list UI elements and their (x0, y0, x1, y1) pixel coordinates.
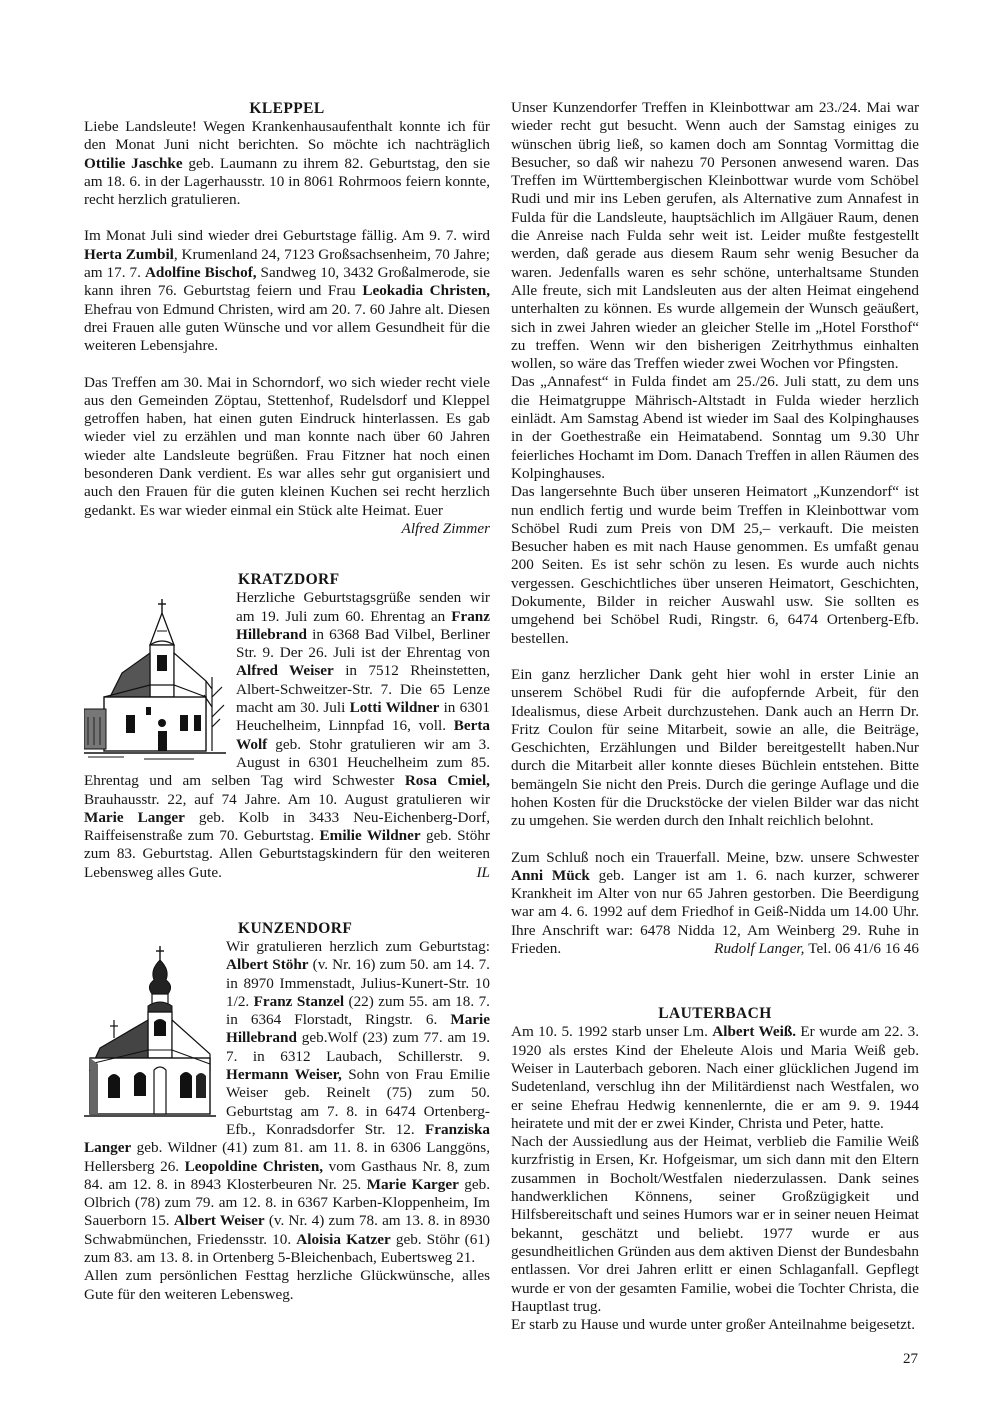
obituary-paragraph (511, 849, 919, 959)
bold-name: Herta Zumbil (84, 245, 174, 263)
text-run: Das „Annafest“ in Fulda findet am 25./26. Juli statt, zu dem uns die Heimatgruppe Mährisch-Altstadt in Fulda wieder herzlich einlädt. Am Samstag Abend ist wieder im Saal des Kolpinghauses in der Goethestraße ein Heimatabend. Sonntag um 9.30 Uhr feierliches Hochamt im Dom. Danach Treffen in allen Räumen des Kolpinghauses. (511, 373, 919, 482)
lauterbach-paragraph-3 (511, 1316, 919, 1334)
bold-name: Alfred Weiser (236, 662, 334, 680)
kleppel-paragraph-2 (84, 227, 490, 355)
text-run: , Krumenland 24, 7123 Großsachsenheim, 70 Jahre; am 17. 7. (84, 245, 490, 282)
text-run: Das Treffen am 30. Mai in Schorndorf, wo sich wieder recht viele aus den Gemeinden Zöptau, Stettenhof, Rudelsdorf und Kleppel getroffen haben, hat einen guten Eindruck hinterlassen. Es gab wieder viel zu erzählen und man konnte nach über 60 Jahren wieder alte Landsleute begrüßen. Frau Fitzner hat noch einen besonderen Dank verdient. Es war alles sehr gut organisiert und auch den Frauen für die guten kleinen Kuchen sei recht herzlich gedankt. Es war wieder einmal ein Stück alte Heimat. Euer (84, 373, 490, 519)
lauterbach-paragraph-2 (511, 1133, 919, 1316)
text-run: (22) zum 55. am 18. 7. in 6364 Florstadt, Ringstr. 6. (226, 992, 490, 1029)
kunzendorf-paragraph-2 (84, 1267, 490, 1304)
text-run: Brauhausstr. 22, auf 74 Jahre. Am 10. August gratulieren wir (84, 790, 490, 808)
text-run: in 6301 Heuchelheim, Linnpfad 16, voll. (236, 699, 490, 735)
text-run: geb. Langer ist am 1. 6. nach kurzer, schwerer Krankheit im Alter von nur 65 Jahren gestorben. Die Beerdigung war am 4. 6. 1992 auf dem Friedhof in Geiß-Nidda um 14.00 Uhr. Ihre Anschrift war: 6478 Nidda 12, Am Weinberg 29. Ruhe in Frieden. (511, 866, 919, 958)
text-run: in 6368 Bad Vilbel, Berliner Str. 9. Der 26. Juli ist der Ehrentag von (236, 625, 490, 662)
text-run: Sandweg 10, 3432 Großalmerode, sie kann ihren 76. Geburtstag feiern und Frau (84, 264, 490, 300)
kratzdorf-heading: KRATZDORF (238, 571, 340, 589)
kleppel-paragraph-1 (84, 118, 490, 209)
bold-name: Franz Stanzel (253, 992, 345, 1010)
text-run: geb. Kolb in 3433 Neu-Eichenberg-Dorf, Raiffeisenstraße zum 70. Geburtstag. (84, 808, 490, 845)
kleinbottwar-paragraph (511, 99, 919, 373)
bold-name: Adolfine Bischof, (144, 264, 257, 282)
text-run: geb.Wolf (23) zum 77. am 19. 7. in 6312 Laubach, Schillerstr. 9. (226, 1029, 490, 1065)
kratzdorf-church-illustration (84, 597, 226, 765)
text-run: geb. Olbrich (78) zum 79. am 12. 8. in 6367 Karben-Kloppenheim, Im Sauerborn 15. (84, 1175, 490, 1230)
bold-name: Hermann Weiser, (226, 1066, 342, 1084)
annafest-paragraph (511, 373, 919, 483)
text-run: Sohn von Frau Emilie Weiser geb. Reinelt (75) zum 50. Geburtstag am 7. 8. in 6474 Ortenberg-Efb., Konradsdorfer Str. 12. (226, 1066, 491, 1138)
page-number: 27 (903, 1351, 918, 1367)
bold-name: Anni Mück (511, 866, 590, 884)
bold-name: Franziska Langer (84, 1120, 490, 1157)
lauterbach-section (511, 1004, 919, 1334)
left-column (84, 99, 490, 1304)
text-run: Im Monat Juli sind wieder drei Geburtstage fällig. Am 9. 7. wird (84, 227, 490, 245)
text-run: (v. Nr. 16) zum 50. am 14. 7. in 8970 Immenstadt, Julius-Kunert-Str. 10 1/2. (226, 956, 490, 1010)
text-run: geb. Stöhr (61) zum 83. am 13. 8. in Ortenberg 5-Bleichenbach, Eubertsweg 21. (84, 1230, 490, 1267)
bold-name: Marie Hillebrand (226, 1011, 490, 1047)
text-run: Wir gratulieren herzlich zum Geburtstag: (226, 937, 490, 955)
bold-name: Franz Hillebrand (236, 607, 490, 643)
kleppel-heading: KLEPPEL (249, 100, 325, 117)
kleppel-signature: Alfred Zimmer (401, 519, 490, 537)
text-run: geb. Stohr gratulieren wir am 3. August in 6301 Heuchelheim zum 85. Ehrentag und am selben Tag wird Schwester (84, 735, 490, 790)
bold-name: Berta Wolf (236, 717, 490, 753)
bold-name: Marie Langer (84, 808, 185, 826)
signature-phone: Tel. 06 41/6 16 46 (808, 940, 919, 958)
lauterbach-paragraph-1 (511, 1023, 919, 1133)
text-run: in 7512 Rheinstetten, Albert-Schweitzer-Str. 7. Die 65 Lenze macht am 30. Juli (236, 662, 490, 717)
baroque-church-drawing-icon (84, 946, 216, 1124)
kratzdorf-signature: IL (476, 863, 490, 881)
text-run: Ehefrau von Edmund Christen, wird am 20. 7. 60 Jahre alt. Diesen drei Frauen alle guten Wünsche und vor allem Gesundheit für die weiteren Lebensjahre. (84, 300, 490, 355)
bold-name: Leokadia Christen, (362, 282, 491, 300)
text-run: (v. Nr. 4) zum 78. am 13. 8. in 8930 Schwabmünchen, Friedensstr. 10. (84, 1212, 490, 1248)
text-run: Ein ganz herzlicher Dank geht hier wohl in erster Linie an unserem Schöbel Rudi für die aufopfernde Arbeit, für den Idealismus, diese Arbeit durchzustehen. Dank auch an Herrn Dr. Fritz Coulon für seine Mitarbeit, sowie an alle, die Beiträge, Geschichten, Erzählungen und Bilder bereitgestellt haben.Nur durch die Mitarbeit aller konnte dieses Büchlein entstehen. Bitte bemängeln Sie nicht den Preis. Durch die geringe Auflage und die hohen Kosten für die Druckstöcke der vielen Bilder war das nicht zu umgehen. Sie werden durch den Inhalt reichlich belohnt. (511, 665, 919, 830)
book-paragraph (511, 483, 919, 648)
bold-name: Emilie Wildner (319, 827, 421, 845)
bold-name: Leopoldine Christen, (184, 1157, 324, 1175)
bold-name: Albert Stöhr (226, 956, 309, 974)
right-signature (714, 940, 919, 958)
text-run: vom Gasthaus Nr. 8, zum 84. am 12. 8. in 8943 Klosterbeuren Nr. 25. (84, 1157, 490, 1193)
text-run: Zum Schluß noch ein Trauerfall. Meine, bzw. unsere Schwester (511, 848, 919, 866)
bold-name: Albert Weiß. (712, 1023, 797, 1041)
text-run: Herzliche Geburtstagsgrüße senden wir am 19. Juli zum 60. Ehrentag an (236, 589, 490, 625)
text-run: Liebe Landsleute! Wegen Krankenhausaufenthalt konnte ich für den Monat Juni nicht berichten. So möchte ich nachträglich (84, 118, 490, 154)
right-column (511, 99, 919, 1334)
text-run: Das langersehnte Buch über unseren Heimatort „Kunzendorf“ ist nun endlich fertig und wurde beim Treffen in Kleinbottwar vom Schöbel Rudi zum Preis von DM 25,– verkauft. Die meisten Besucher haben es mit nach Hause genommen. Es umfaßt genau 200 Seiten. Es ist sehr schön zu lesen. Es wurde auch nichts vergessen. Geschichtliches über unseren Heimatort, Geschichten, Dokumente, Bilder in reicher Auswahl usw. Sie sollten es umgehend bei Schöbel Rudi, Ringstr. 6, 6474 Ortenberg-Efb. bestellen. (511, 483, 919, 647)
signature-name: Rudolf Langer, (714, 940, 805, 958)
kunzendorf-church-illustration (84, 946, 216, 1124)
church-drawing-icon (84, 597, 226, 765)
text-run: Er starb zu Hause und wurde unter großer Anteilnahme beigesetzt. (511, 1316, 916, 1334)
kunzendorf-heading: KUNZENDORF (238, 919, 353, 937)
thanks-paragraph (511, 666, 919, 831)
bold-name: Lotti Wildner (349, 699, 440, 717)
bold-name: Ottilie Jaschke (84, 154, 183, 172)
text-run: Nach der Aussiedlung aus der Heimat, verblieb die Familie Weiß kurzfristig in Ersen, Kr. Hofgeismar, um sich dann mit den Eltern zusammen in Bocholt/Westfalen niederzulassen. Dank seines handwerklichen Könnens, seiner Großzügigkeit und Hilfsbereitschaft und seines Humors war er in seiner neuen Heimat bekannt, geschätzt und beliebt. 1977 wurde er aus gesundheitlichen Gründen aus dem aktiven Dienst der Bundesbahn entlassen. Vor drei Jahren erlitt er einen Schlaganfall. Gepflegt wurde er von der gesamten Familie, wobei die Tochter Christa, die Hauptlast trug. (511, 1133, 919, 1315)
text-run: geb. Laumann zu ihrem 82. Geburtstag, den sie am 18. 6. in der Lagerhausstr. 10 in 8061 Rohrmoos feiern konnte, recht herzlich gratulieren. (84, 154, 490, 209)
text-run: Unser Kunzendorfer Treffen in Kleinbottwar am 23./24. Mai war wieder recht gut besucht. Wenn auch der Samstag einiges zu wünschen übrig ließ, so kamen doch am Sonntag Vormittag die Besucher, so daß wir nahezu 70 Personen anwesend waren. Das Treffen im Württembergischen Kleinbottwar wurde vom Schöbel Rudi und mir ins Leben gerufen, als Alternative zum Annafest in Fulda für die Landsleute, hauptsächlich im Allgäuer Raum, denen die Anreise nach Fulda sehr weit ist. Leider mußte festgestellt werden, daß gerade aus diesem Raum sehr wenig Besucher da waren. Jedenfalls waren es sehr schöne, unterhaltsame Stunden Alle freute, sich mit Landsleuten aus der alten Heimat eingehend unterhalten zu können. Es wurde allgemein der Wunsch geäußert, sich in zwei Jahren wieder an gleicher Stelle im „Hotel Forsthof“ zu treffen. Wenn wir den bisherigen Zeitrhythmus einhalten wollen, so wäre das Treffen wieder zwei Wochen vor Pfingsten. (511, 99, 919, 373)
kleppel-paragraph-3 (84, 374, 490, 520)
text-run: geb. Stöhr zum 83. Geburtstag. Allen Geburtstagskindern für den weiteren Lebensweg alles Gute. (84, 827, 491, 881)
bold-name: Albert Weiser (173, 1212, 265, 1230)
bold-name: Rosa Cmiel, (404, 772, 490, 790)
text-run: Allen zum persönlichen Festtag herzliche Glückwünsche, alles Gute für den weiteren Lebensweg. (84, 1267, 490, 1303)
text-run: Er wurde am 22. 3. 1920 als erstes Kind der Eheleute Alois und Maria Weiß geb. Weiser in Lauterbach geboren. Nach einer glücklichen Jugend im Sudetenland, verschlug ihn der Militärdienst nach Westfalen, wo er seine Ehefrau Hedwig kennenlernte, die er am 9. 9. 1944 heiratete und mit der er zwei Kinder, Christa und Peter, hatte. (511, 1023, 920, 1132)
text-run: geb. Wildner (41) zum 81. am 11. 8. in 6306 Langgöns, Hellersberg 26. (84, 1139, 490, 1175)
bold-name: Marie Karger (366, 1175, 459, 1193)
text-run: Am 10. 5. 1992 starb unser Lm. (511, 1023, 713, 1041)
bold-name: Aloisia Katzer (296, 1230, 391, 1248)
lauterbach-heading: LAUTERBACH (658, 1005, 772, 1023)
